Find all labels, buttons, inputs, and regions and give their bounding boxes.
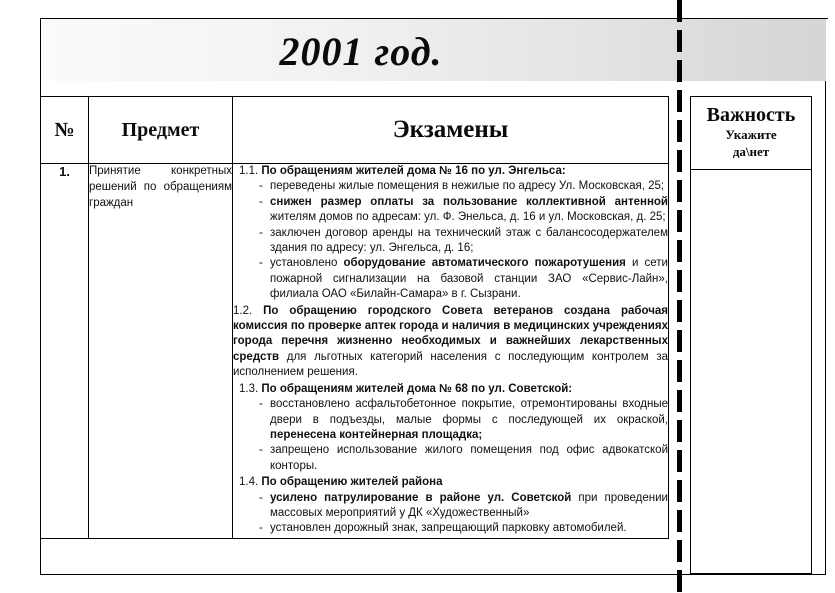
bullet-bold: снижен размер оплаты за пользование коллективной антенной [270, 195, 668, 208]
exam-item-1-2-number: 1.2. [233, 304, 253, 317]
main-table [40, 96, 669, 539]
exam-item-1-1-number: 1.1. [239, 165, 259, 177]
exam-item-1-2-normal: для льготных категорий населения с последующим контролем за исполнением решения. [233, 350, 668, 379]
column-header-exams: Экзамены [233, 97, 669, 164]
exam-item-1-4-number: 1.4. [239, 476, 259, 489]
row-subject-cell: Принятие конкретных решений по обращениям граждан [89, 164, 233, 539]
bullet-text: установлен дорожный знак, запрещающий парковку автомобилей. [270, 522, 627, 535]
list-item [259, 491, 668, 522]
exam-item-1-1-heading [233, 164, 668, 179]
exam-item-1-3 [233, 382, 668, 474]
table-row [41, 164, 669, 539]
exam-item-1-4 [233, 475, 668, 537]
page-title: 2001 год. [279, 29, 443, 74]
exam-item-1-2-bold: По обращению городского Совета ветеранов создана рабочая комиссия по проверке аптек города и наличия в медицинских учреждениях города перечня жизненно необходимых и важнейших лекарственных средств [233, 304, 668, 363]
column-header-subject: Предмет [89, 97, 233, 164]
row-exams-cell [233, 164, 669, 539]
importance-header-row [691, 97, 812, 170]
bullet-text: и сети пожарной сигнализации на базовой станции ЗАО «Сервис-Лайн», филиала ОАО «Билайн-Самара» в г. Сызрани. [270, 257, 668, 301]
list-item [259, 397, 668, 443]
exam-item-1-3-number: 1.3. [239, 382, 259, 395]
importance-subtitle-line1: Укажите [725, 126, 777, 142]
exam-item-1-1-bullets [233, 179, 668, 302]
list-item [259, 179, 668, 194]
dashed-separator-line [677, 0, 682, 593]
importance-table [690, 96, 812, 574]
bullet-bold: перенесена контейнерная площадка; [270, 428, 483, 441]
bullet-pre: восстановлено асфальтобетонное покрытие, отремонтированы входные двери в подъезды, малые формы с последующей их окраской, [270, 398, 668, 426]
list-item [259, 226, 668, 257]
importance-answer-row [691, 170, 812, 574]
exam-item-1-3-title: По обращениям жителей дома № 68 по ул. Советской: [261, 382, 573, 395]
bullet-text: жителям домов по адресам: ул. Ф. Энельса, д. 16 и ул. Московская, д. 25; [270, 211, 666, 224]
exam-item-1-2 [233, 304, 668, 381]
importance-subtitle-line2: да\нет [732, 143, 770, 159]
table-header-row [41, 97, 669, 164]
bullet-pre: установлено [270, 257, 344, 270]
exam-item-1-4-bullets [233, 491, 668, 537]
list-item [259, 256, 668, 302]
bullet-text: при проведении массовых мероприятий у ДК «Художественный» [270, 491, 668, 519]
bullet-text: запрещено использование жилого помещения под офис адвокатской конторы. [270, 444, 668, 472]
importance-title: Важность [706, 103, 796, 126]
importance-header-cell [691, 97, 812, 170]
bullet-text: заключен договор аренды на технический этаж с балансосодержателем здания по адресу: ул. Энгельса, д. 16; [270, 226, 668, 255]
column-header-number: № [41, 97, 89, 164]
bullet-bold: усилено патрулирование в районе ул. Советской [270, 491, 572, 504]
list-item [259, 195, 668, 226]
exam-item-1-1-title: По обращениям жителей дома № 16 по ул. Энгельса: [261, 165, 566, 177]
row-number-cell: 1. [41, 164, 89, 539]
list-item [259, 521, 668, 536]
exam-item-1-4-heading [233, 475, 668, 490]
bullet-text: переведены жилые помещения в нежилые по адресу Ул. Московская, 25; [270, 180, 665, 193]
exam-item-1-3-heading [233, 382, 668, 397]
list-item [259, 443, 668, 474]
exam-item-1-4-title: По обращению жителей района [261, 476, 443, 489]
exam-item-1-1 [233, 164, 668, 303]
importance-answer-cell[interactable] [691, 170, 812, 574]
bullet-bold: оборудование автоматического пожаротушения [343, 257, 626, 270]
exam-item-1-3-bullets [233, 397, 668, 474]
